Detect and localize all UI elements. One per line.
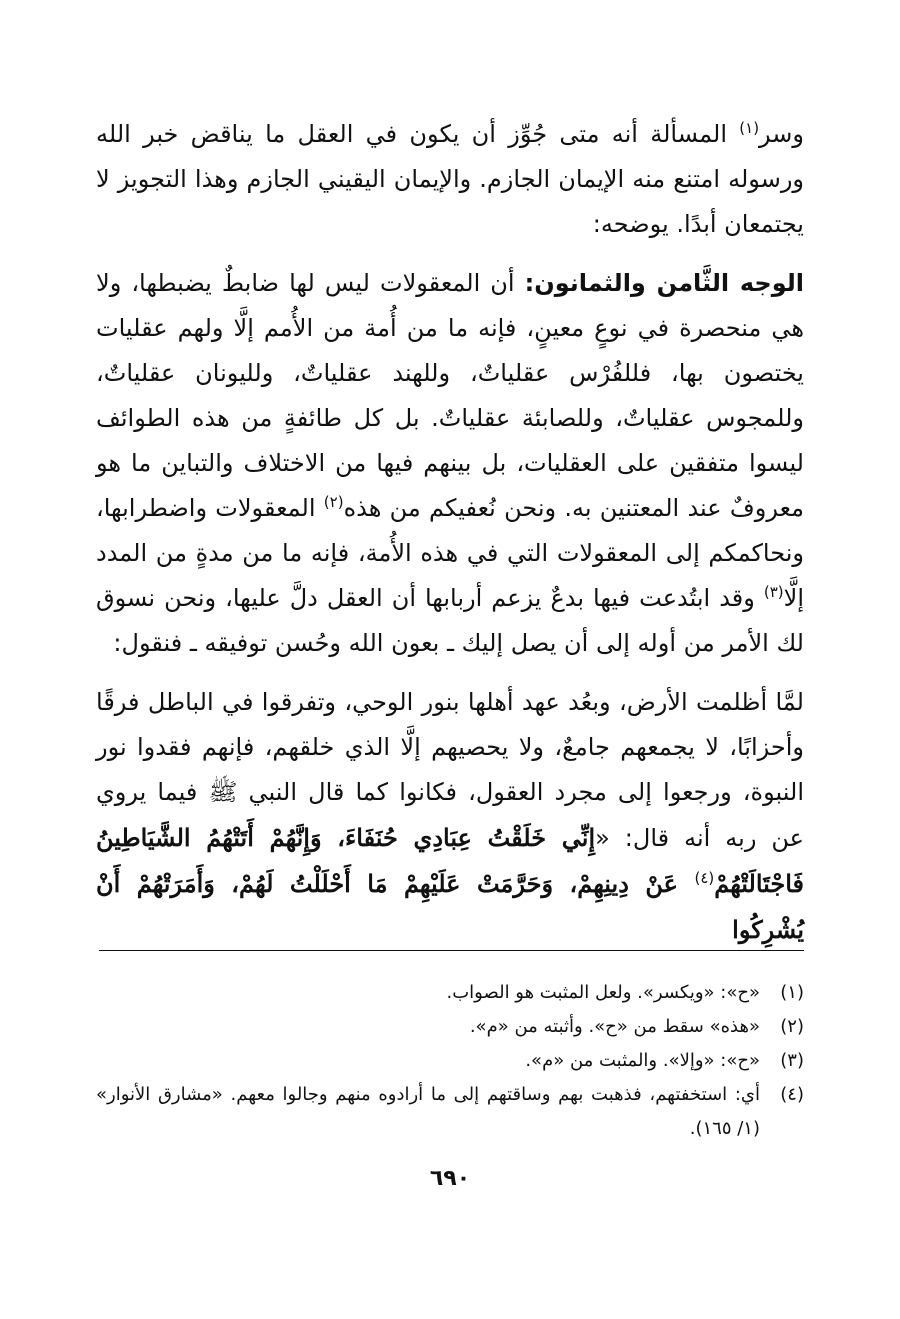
footnote-marker: (١) (739, 119, 760, 137)
text-run: وقد ابتُدعت فيها بدعٌ يزعم أربابها أن العقل دلَّ عليها، ونحن نسوق لك الأمر من أوله إلى أن يصل إليك ـ بعون الله وحُسن توفيقه ـ فنقول: (96, 584, 804, 657)
main-text (96, 112, 804, 967)
footnote-marker: (٢) (323, 493, 344, 511)
text-run: المسألة أنه متى جُوِّز أن يكون في العقل ما يناقض خبر الله ورسوله امتنع منه الإيمان الجازم. والإيمان اليقيني الجازم وهذا التجويز لا يجتمعان أبدًا. يوضحه: (96, 120, 804, 238)
page-number: ٦٩٠ (429, 1166, 471, 1191)
footnote-number: (٣) (780, 1050, 804, 1071)
hadith-quote: عَنْ دِينِهِمْ، وَحَرَّمَتْ عَلَيْهِمْ مَا أَحْلَلْتُ لَهُمْ، وَأَمَرَتْهُمْ أَنْ يُشْرِكُوا (96, 869, 804, 944)
footnote (96, 976, 804, 1010)
footnote-text: «ح»: «وإلا». والمثبت من «م». (525, 1050, 760, 1071)
footnote-text: أي: استخفتهم، فذهبت بهم وساقتهم إلى ما أرادوه منهم وجالوا معهم. «مشارق الأنوار» (١/ ١٦٥). (96, 1084, 760, 1139)
paragraph (96, 112, 804, 247)
text-run: المعقولات واضطرابها، ونحاكمكم إلى المعقولات التي في هذه الأُمة، فإنه ما من مدةٍ من المدد إلَّا (96, 494, 804, 612)
footnote (96, 1044, 804, 1078)
footnote-marker: (٤) (694, 869, 715, 887)
footnote-number: (١) (780, 982, 804, 1003)
footnote-number: (٤) (780, 1084, 804, 1105)
text-run: وسر (759, 120, 804, 148)
footnote (96, 1010, 804, 1044)
footnote-separator (99, 950, 804, 951)
text-run: أن المعقولات ليس لها ضابطٌ يضبطها، ولا هي منحصرة في نوعٍ معينٍ، فإنه ما من أُمة من الأُمم إلَّا ولهم عقليات يختصون بها، فللفُرْس عقلياتٌ، وللهند عقلياتٌ، ولليونان عقلياتٌ، وللمجوس عقلياتٌ، وللصابئة عقلياتٌ. بل كل طائفةٍ من هذه الطوائف ليسوا متفقين على العقليات، بل بينهم فيها من الاختلاف والتباين ما هو معروفٌ عند المعتنين به. ونحن نُعفيكم من هذه (96, 269, 805, 522)
paragraph (96, 680, 804, 953)
paragraph (96, 261, 804, 666)
text-run: لمَّا أظلمت الأرض، وبعُد عهد أهلها بنور الوحي، وتفرقوا في الباطل فرقًا وأحزابًا، لا يجمعهم جامعٌ، ولا يحصيهم إلَّا الذي خلقهم، فإنهم فقدوا نور النبوة، ورجعوا إلى مجرد العقول، فكانوا كما قال النبي ﷺ فيما يروي عن ربه أنه قال: « (96, 688, 804, 852)
section-heading: الوجه الثَّامن والثمانون: (524, 269, 805, 297)
hadith-quote: إِنِّي خَلَقْتُ عِبَادِي حُنَفَاءَ، وَإِنَّهُمْ أَتَتْهُمُ الشَّيَاطِينُ فَاجْتَالَتْهُمْ (96, 823, 804, 898)
footnotes (96, 976, 804, 1146)
footnote-marker: (٣) (763, 583, 784, 601)
footnote-text: «هذه» سقط من «ح». وأثبته من «م». (469, 1016, 760, 1037)
footnote-text: «ح»: «ويكسر». ولعل المثبت هو الصواب. (446, 982, 760, 1003)
footnote (96, 1078, 804, 1146)
footnote-number: (٢) (780, 1016, 804, 1037)
